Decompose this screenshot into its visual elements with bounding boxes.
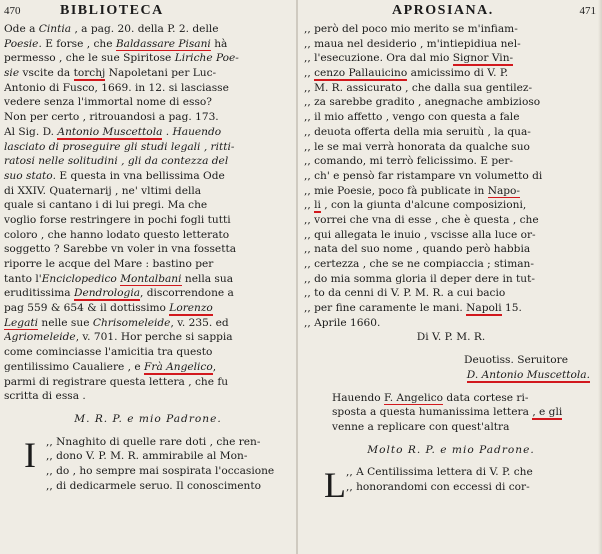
text-segment: vscite da [19, 67, 74, 80]
text-segment: hà [210, 37, 228, 50]
text-segment: . E questa in vna bellissima Ode [52, 169, 225, 182]
text-line [4, 81, 292, 96]
text-line [304, 22, 598, 37]
text-line [304, 95, 598, 110]
text-segment: voglio forse restringere in pochi fogli tutti [4, 213, 231, 226]
underlined-text: Frà Angelico [144, 360, 213, 373]
text-segment: tanto l' [4, 272, 42, 285]
text-segment: ,, za sarebbe gradito , anegnache ambizioso [304, 96, 541, 109]
text-segment: di XXIV. Quaternarij , ne' vltimi della [4, 184, 202, 197]
text-line [4, 316, 292, 331]
text-segment: ,, deuota offerta della mia seruitù , la qua- [304, 125, 531, 138]
text-segment: eruditissima [4, 287, 74, 300]
text-segment: . [162, 125, 173, 138]
underlined-text: Signor Vin- [452, 52, 514, 65]
text-segment: , v. 235. ed [170, 316, 229, 329]
text-segment: quale si cantano i di lui pregi. Ma che [4, 199, 208, 212]
text-segment: ,, l'esecuzione. Ora dal mio [304, 52, 453, 65]
text-line [304, 286, 598, 301]
text-segment: ,, comando, mi terrò felicissimo. E per- [304, 155, 514, 168]
text-line [346, 480, 598, 495]
text-line [46, 449, 292, 464]
text-segment: Al Sig. D. [4, 125, 58, 138]
drop-cap: I [24, 434, 36, 475]
text-line [4, 242, 292, 257]
underlined-text: Baldassare Pisani [115, 37, 211, 50]
text-line [304, 301, 598, 316]
text-line [304, 37, 598, 52]
text-line [304, 242, 598, 257]
underlined-text: Antonio Muscettola [57, 125, 163, 138]
left-page-header [4, 0, 292, 22]
text-segment: pag 559 & 654 & il dottissimo [4, 302, 170, 315]
text-segment: parmi di registrare questa lettera , che fu [4, 375, 229, 388]
text-segment: ,, per fine caramente le mani. [304, 302, 467, 315]
text-segment: suo stato [4, 169, 53, 182]
text-segment: ,, però del poco mio merito se m'infiam- [304, 23, 518, 35]
text-segment: , discorrendone a [140, 287, 234, 300]
text-segment: ,, qui allegata le inuio , vscisse alla luce or- [304, 228, 536, 241]
text-segment: nella sua [181, 272, 234, 285]
text-line [304, 154, 598, 169]
text-line [304, 198, 598, 213]
running-title: BIBLIOTECA [60, 3, 164, 18]
text-segment: ,, to da cenni di V. P. M. R. a cui bacio [304, 287, 506, 300]
text-segment: come cominciasse l'amicitia tra questo [4, 346, 213, 359]
right-paragraph [304, 391, 598, 435]
text-segment: ,, vorrei che vna di esse , che è questa , che [304, 213, 539, 226]
text-segment: venne a replicare con quest'altra [332, 420, 510, 433]
text-line [4, 154, 292, 169]
text-line [304, 110, 598, 125]
text-segment: permesso , che le sue Spiritose [4, 52, 175, 65]
text-line [304, 51, 598, 66]
text-segment: ratosi nelle solitudini , gli da contezza del [4, 155, 229, 168]
text-segment: Ode a [4, 23, 39, 35]
text-segment: gentilissimo Caualiere , e [4, 360, 145, 373]
right-body [304, 22, 598, 330]
underlined-text: cenzo Pallauicino [314, 67, 408, 80]
text-segment: scritta di essa . [4, 390, 86, 403]
text-line [4, 286, 292, 301]
text-line [4, 37, 292, 52]
text-segment: Liriche Poe- [174, 52, 239, 65]
text-segment: vedere senza l'immortal nome di esso? [4, 96, 212, 109]
text-line [4, 272, 292, 287]
text-segment: nelle sue [38, 316, 93, 329]
text-line [4, 213, 292, 228]
text-segment: soggetto ? Sarebbe vn voler in vna fossetta [4, 243, 237, 256]
text-segment: sposta a questa humanissima lettera [332, 406, 533, 419]
underlined-text: torchj [73, 67, 106, 80]
text-line [304, 140, 598, 155]
letter-opening [4, 435, 292, 494]
underlined-text: Napo- [487, 184, 521, 197]
text-segment: Hauendo [172, 125, 222, 138]
text-line [304, 125, 598, 140]
text-line [4, 95, 292, 110]
text-segment: sie [4, 67, 20, 80]
left-page [4, 0, 292, 493]
page-spine [296, 0, 298, 554]
text-segment: ,, Aprile 1660. [304, 316, 381, 329]
text-line [304, 184, 598, 199]
text-line [304, 316, 598, 331]
text-segment: ,, mie Poesie, poco fà publicate in [304, 184, 488, 197]
text-segment: , a pag. 20. della P. 2. delle [71, 23, 219, 35]
text-line [304, 169, 598, 184]
text-segment: riporre le acque del Mare : bastino per [4, 258, 214, 270]
left-body [4, 22, 292, 404]
text-line [332, 420, 598, 435]
text-segment: ,, ch' e pensò far ristampare vn volumetto di [304, 169, 543, 182]
text-line [4, 169, 292, 184]
text-segment: ,, di dedicarmele seruo. Il conoscimento [46, 479, 262, 492]
text-segment: data cortese ri- [443, 391, 529, 404]
text-segment: ,, le se mai verrà honorata da qualche suo [304, 140, 530, 153]
text-line [346, 465, 598, 480]
text-segment: Enciclopedico [41, 272, 117, 285]
right-page [304, 0, 598, 506]
text-segment: lasciato di proseguire gli studi legali , ritti- [4, 140, 235, 153]
text-line [4, 228, 292, 243]
underlined-text: , e gli [532, 406, 563, 419]
signature: D. Antonio Muscettola. [466, 368, 590, 381]
text-line [4, 389, 292, 404]
text-segment: , con la giunta d'alcune composizioni, [320, 199, 527, 212]
text-segment: amicissimo di V. P. [407, 67, 509, 80]
text-segment: Cintia [38, 23, 72, 35]
page-number: 471 [579, 5, 596, 17]
letter-opening [304, 465, 598, 506]
text-segment: ,, [304, 199, 315, 212]
running-title: APROSIANA. [392, 3, 494, 18]
text-line [46, 464, 292, 479]
text-line [332, 405, 598, 420]
text-line [4, 330, 292, 345]
text-segment: Chrisomeleide [92, 316, 171, 329]
text-line [304, 213, 598, 228]
text-segment: Hauendo [332, 391, 384, 404]
text-segment: 15. [501, 302, 522, 315]
text-line [4, 301, 292, 316]
text-segment: ,, do , ho sempre mai sospirata l'occasione [46, 464, 275, 477]
underlined-text: F. Angelico [384, 391, 444, 404]
text-segment: ,, A Centilissima lettera di V. P. che [346, 466, 533, 479]
underlined-text: Lorenzo [169, 302, 213, 315]
text-line [304, 228, 598, 243]
drop-cap: L [324, 465, 346, 506]
text-segment: ,, dono V. P. M. R. ammirabile al Mon- [46, 450, 248, 463]
text-line [304, 257, 598, 272]
underlined-text: Legati [4, 316, 39, 329]
text-line [4, 375, 292, 390]
text-segment: ,, maua nel desiderio , m'intiepidiua nel- [304, 37, 521, 50]
text-line [4, 110, 292, 125]
scan-edge [598, 0, 602, 554]
text-line [4, 257, 292, 272]
text-segment: ,, nata del suo nome , quando però habbia [304, 243, 531, 256]
text-segment: , v. 701. Hor perche si sappia [75, 331, 233, 344]
text-segment: coloro , che hanno lodato questo letterato [4, 228, 230, 241]
text-line [4, 140, 292, 155]
text-segment: ,, M. R. assicurato , che dalla sua gentilez- [304, 81, 533, 94]
text-segment: ,, do mia somma gloria il deper dere in tut- [304, 272, 535, 285]
text-segment: Antonio di Fusco, 1669. in 12. si lasciasse [4, 81, 229, 94]
salutation: M. R. P. e mio Padrone. [74, 412, 222, 425]
text-line [304, 66, 598, 81]
text-line [4, 198, 292, 213]
text-line [4, 51, 292, 66]
text-segment: . E forse , che [38, 37, 116, 50]
text-line [4, 360, 292, 375]
text-segment: Poesie [4, 37, 39, 50]
text-line [304, 81, 598, 96]
text-line [4, 184, 292, 199]
text-line [332, 391, 598, 406]
text-segment: , [212, 360, 217, 373]
text-line [4, 66, 292, 81]
letter-body [304, 465, 598, 494]
text-line [4, 345, 292, 360]
salutation: Molto R. P. e mio Padrone. [367, 443, 535, 456]
text-segment: ,, honorandomi con eccessi di cor- [346, 480, 530, 493]
right-page-header [304, 0, 598, 22]
closing-servant: Deuotiss. Seruitore [464, 354, 568, 367]
text-line [4, 22, 292, 37]
underlined-text: li [314, 199, 321, 212]
underlined-text: Montalbani [120, 272, 182, 285]
text-segment: ,, certezza , che se ne compiaccia ; stiman- [304, 258, 534, 270]
underlined-text: Napoli [466, 302, 502, 315]
text-line [46, 435, 292, 450]
closing-line: Di V. P. M. R. [416, 331, 486, 344]
text-segment: ,, il mio affetto , vengo con questa a fale [304, 111, 520, 124]
text-segment: ,, Nnaghito di quelle rare doti , che ren- [46, 435, 261, 448]
letter-body [4, 435, 292, 494]
text-segment: Agriomeleide [4, 331, 76, 344]
page-number: 470 [4, 5, 21, 17]
text-line [304, 272, 598, 287]
underlined-text: Dendrologia [73, 287, 141, 300]
text-segment: ,, [304, 67, 315, 80]
text-segment: Non per certo , ritrouandosi a pag. 173. [4, 111, 219, 124]
text-line [46, 479, 292, 494]
text-segment: Napoletani per Luc- [105, 67, 217, 80]
text-line [4, 125, 292, 140]
